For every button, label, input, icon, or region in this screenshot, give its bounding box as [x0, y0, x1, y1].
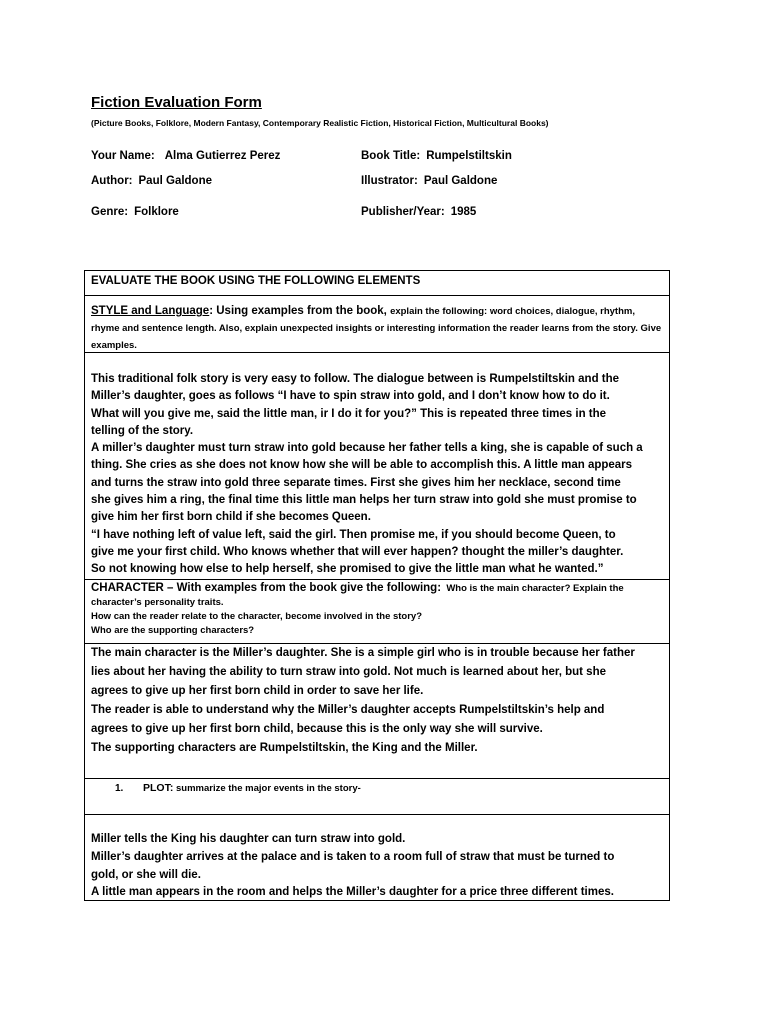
book-title-field [361, 150, 512, 162]
publisher-year-value: 1985 [450, 206, 477, 218]
answer-line: give me your first child. Who knows whether that will ever happen? thought the miller’s daughter. [91, 545, 624, 558]
character-answer [91, 644, 663, 758]
book-title-value: Rumpelstiltskin [426, 150, 512, 162]
character-question-line: How can the reader relate to the character, become involved in the story? [91, 611, 423, 622]
your-name-label: Your Name: [91, 150, 155, 162]
publisher-year-label: Publisher/Year: [361, 206, 445, 218]
answer-line: Miller’s daughter arrives at the palace and is taken to a room full of straw that must be turned to [91, 850, 615, 863]
author-label: Author: [91, 175, 133, 187]
character-question [91, 581, 663, 638]
answer-line: agrees to give up her first born child in order to save her life. [91, 685, 424, 697]
answer-line: A little man appears in the room and helps the Miller’s daughter for a price three different times. [91, 886, 614, 899]
plot-question-text: summarize the major events in the story- [175, 783, 361, 794]
answer-line: agrees to give up her first born child, because this is the only way she will survive. [91, 723, 543, 735]
your-name-field [91, 150, 280, 162]
style-label: STYLE and Language [91, 305, 210, 317]
answer-line: Miller tells the King his daughter can turn straw into gold. [91, 833, 406, 845]
illustrator-value: Paul Galdone [423, 175, 498, 187]
answer-line: give him her first born child if she becomes Queen. [91, 511, 371, 524]
style-question-rest: explain the following: word choices, dialogue, rhythm, rhyme and sentence length. Also, explain unexpected insights or interesting information the reader learns from the story. Give examples. [91, 306, 662, 351]
character-question-q1: Who is the main character? Explain the [446, 583, 624, 594]
answer-line: telling of the story. [91, 424, 194, 437]
plot-question [115, 782, 361, 794]
answer-line: So not knowing how else to help herself, she promised to give the little man what he wanted.” [91, 563, 604, 576]
answer-line: gold, or she will die. [91, 868, 201, 881]
table-divider [85, 352, 669, 353]
answer-line: she gives him a ring, the final time this little man helps her turn straw into gold she must promise to [91, 494, 637, 507]
answer-line: What will you give me, said the little man, ir I do it for you?” This is repeated three times in the [91, 407, 607, 420]
genre-value: Folklore [134, 206, 179, 218]
character-question-line: Who are the supporting characters? [91, 625, 255, 636]
illustrator-label: Illustrator: [361, 175, 418, 187]
table-divider [85, 579, 669, 580]
book-title-label: Book Title: [361, 150, 421, 162]
form-title: Fiction Evaluation Form [91, 94, 262, 111]
evaluation-heading: EVALUATE THE BOOK USING THE FOLLOWING ELEMENTS [91, 275, 421, 287]
answer-line: The supporting characters are Rumpelstiltskin, the King and the Miller. [91, 742, 478, 754]
table-divider [85, 778, 669, 779]
answer-line: The main character is the Miller’s daughter. She is a simple girl who is in trouble because her father [91, 647, 635, 659]
form-subtitle: (Picture Books, Folklore, Modern Fantasy, Contemporary Realistic Fiction, Historical Fiction, Multicultural Books) [91, 118, 549, 128]
answer-line: This traditional folk story is very easy to follow. The dialogue between is Rumpelstiltskin and the [91, 373, 620, 385]
answer-line: Miller’s daughter, goes as follows “I have to spin straw into gold, and I don’t know how to do it. [91, 390, 610, 403]
answer-line: The reader is able to understand why the Miller’s daughter accepts Rumpelstiltskin’s help and [91, 704, 605, 716]
plot-answer [91, 831, 663, 902]
answer-line: thing. She cries as she does not know how she will be able to accomplish this. A little man appears [91, 459, 633, 472]
answer-line: “I have nothing left of value left, said the girl. Then promise me, if you should become Queen, to [91, 528, 616, 541]
style-answer [91, 371, 663, 579]
style-question-lead: : Using examples from the book, [209, 305, 391, 317]
character-question-line [91, 581, 663, 596]
illustrator-field [361, 175, 497, 187]
publisher-year-field [361, 206, 476, 218]
plot-number: 1. [115, 783, 124, 794]
style-question [91, 303, 663, 354]
evaluation-table [84, 270, 670, 901]
character-question-lead: CHARACTER – With examples from the book give the following: [91, 582, 442, 594]
character-question-line: character’s personality traits. [91, 597, 224, 608]
table-divider [85, 295, 669, 296]
genre-field [91, 206, 179, 218]
your-name-value: Alma Gutierrez Perez [164, 150, 281, 162]
table-divider [85, 814, 669, 815]
genre-label: Genre: [91, 206, 129, 218]
author-field [91, 175, 212, 187]
answer-line: lies about her having the ability to turn straw into gold. Not much is learned about her, but she [91, 666, 606, 678]
answer-line: and turns the straw into gold three separate times. First she gives him her necklace, second time [91, 476, 621, 489]
author-value: Paul Galdone [138, 175, 213, 187]
answer-line: A miller’s daughter must turn straw into gold because her father tells a king, she is capable of such a [91, 442, 643, 455]
plot-label: PLOT: [143, 782, 174, 794]
